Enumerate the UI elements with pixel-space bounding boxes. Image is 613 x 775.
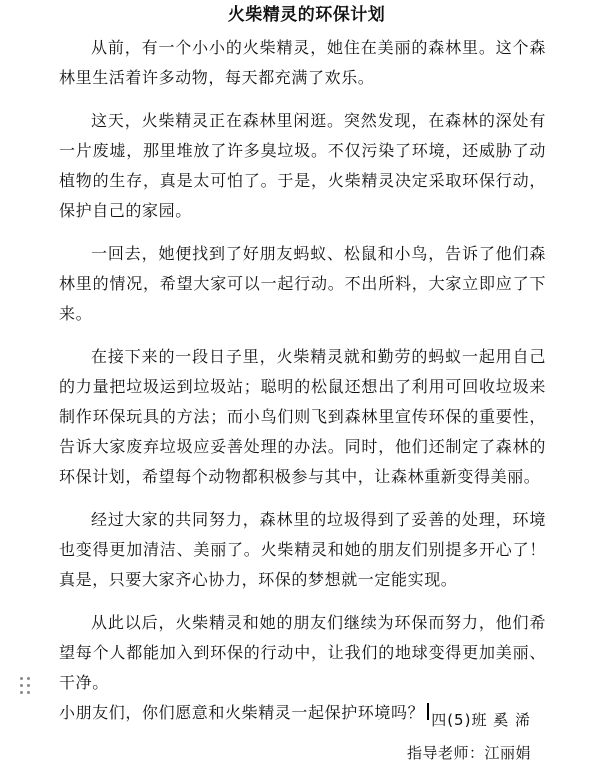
closing-line: 小朋友们，你们愿意和火柴精灵一起保护环境吗？ xyxy=(59,703,425,722)
paragraph-1[interactable]: 从前，有一个小小的火柴精灵，她住在美丽的森林里。这个森林里生活着许多动物，每天都充满了欢乐。 xyxy=(59,38,546,87)
drag-dot xyxy=(20,677,23,680)
paragraph-6[interactable]: 从此以后，火柴精灵和她的朋友们继续为环保而努力，他们希望每个人都能加入到环保的行动中，让我们的地球变得更加美丽、干净。 xyxy=(59,613,546,692)
paragraph-5[interactable]: 经过大家的共同努力，森林里的垃圾得到了妥善的处理，环境也变得更加清洁、美丽了。火柴精灵和她的朋友们别提多开心了！真是，只要大家齐心协力，环保的梦想就一定能实现。 xyxy=(59,510,546,589)
document-body[interactable] xyxy=(59,33,546,728)
document-title: 火柴精灵的环保计划 xyxy=(227,5,386,25)
text-cursor xyxy=(427,703,429,720)
paragraph-3[interactable]: 一回去，她便找到了好朋友蚂蚁、松鼠和小鸟，告诉了他们森林里的情况，希望大家可以一起行动。不出所料，大家立即应了下来。 xyxy=(59,244,546,323)
drag-handle-icon[interactable] xyxy=(20,677,34,695)
drag-dot xyxy=(27,684,30,687)
paragraph-2[interactable]: 这天，火柴精灵正在森林里闲逛。突然发现，在森林的深处有一片废墟，那里堆放了许多臭垃圾。不仅污染了环境，还威胁了动植物的生存，真是太可怕了。于是，火柴精灵决定采取环保行动，保护自己的家园。 xyxy=(59,111,546,220)
author-signature: 四(5)班 奚 浠 xyxy=(431,711,531,729)
teacher-signature: 指导老师：江丽娟 xyxy=(406,744,531,762)
drag-dot xyxy=(20,691,23,694)
drag-dot xyxy=(20,684,23,687)
drag-dot xyxy=(27,677,30,680)
paragraph-4[interactable]: 在接下来的一段日子里，火柴精灵就和勤劳的蚂蚁一起用自己的力量把垃圾运到垃圾站；聪明的松鼠还想出了利用可回收垃圾来制作环保玩具的方法；而小鸟们则飞到森林里宣传环保的重要性，告诉大家废弃垃圾应妥善处理的办法。同时，他们还制定了森林的环保计划，希望每个动物都积极参与其中，让森林重新变得美丽。 xyxy=(59,347,546,486)
drag-dot xyxy=(27,691,30,694)
